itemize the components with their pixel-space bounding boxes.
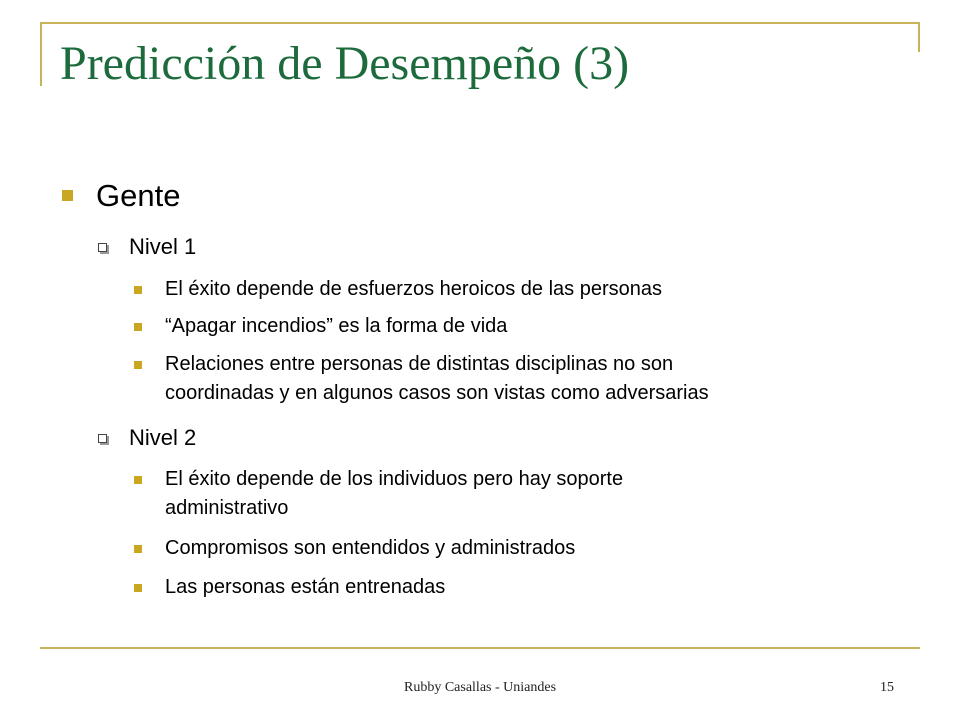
- top-frame-line: [40, 22, 920, 24]
- bullet-text: Nivel 1: [129, 234, 197, 259]
- bullet-text: Gente: [96, 178, 181, 213]
- footer-author: Rubby Casallas - Uniandes: [403, 680, 557, 695]
- square-bullet-icon: [62, 190, 73, 201]
- square-bullet-icon: [134, 476, 142, 484]
- right-frame-line: [918, 22, 920, 52]
- footer-divider: [40, 647, 920, 649]
- page-number: 15: [880, 680, 894, 695]
- square-bullet-icon: [134, 584, 142, 592]
- bullet-text: Las personas están entrenadas: [165, 576, 446, 598]
- checkbox-bullet-icon: [98, 434, 107, 443]
- square-bullet-icon: [134, 545, 142, 553]
- left-frame-line: [40, 22, 42, 86]
- bullet-text: “Apagar incendios” es la forma de vida: [165, 315, 508, 337]
- square-bullet-icon: [134, 323, 142, 331]
- bullet-text: coordinadas y en algunos casos son vistas como adversarias: [165, 382, 709, 404]
- bullet-text: Nivel 2: [129, 425, 197, 450]
- bullet-text: El éxito depende de esfuerzos heroicos de las personas: [165, 278, 662, 300]
- slide-title: Predicción de Desempeño (3): [60, 37, 630, 90]
- bullet-text: Compromisos son entendidos y administrados: [165, 537, 576, 559]
- square-bullet-icon: [134, 286, 142, 294]
- bullet-text: El éxito depende de los individuos pero hay soporte: [165, 468, 624, 490]
- square-bullet-icon: [134, 361, 142, 369]
- checkbox-bullet-icon: [98, 243, 107, 252]
- bullet-text: administrativo: [165, 497, 289, 519]
- bullet-text: Relaciones entre personas de distintas disciplinas no son: [165, 353, 674, 375]
